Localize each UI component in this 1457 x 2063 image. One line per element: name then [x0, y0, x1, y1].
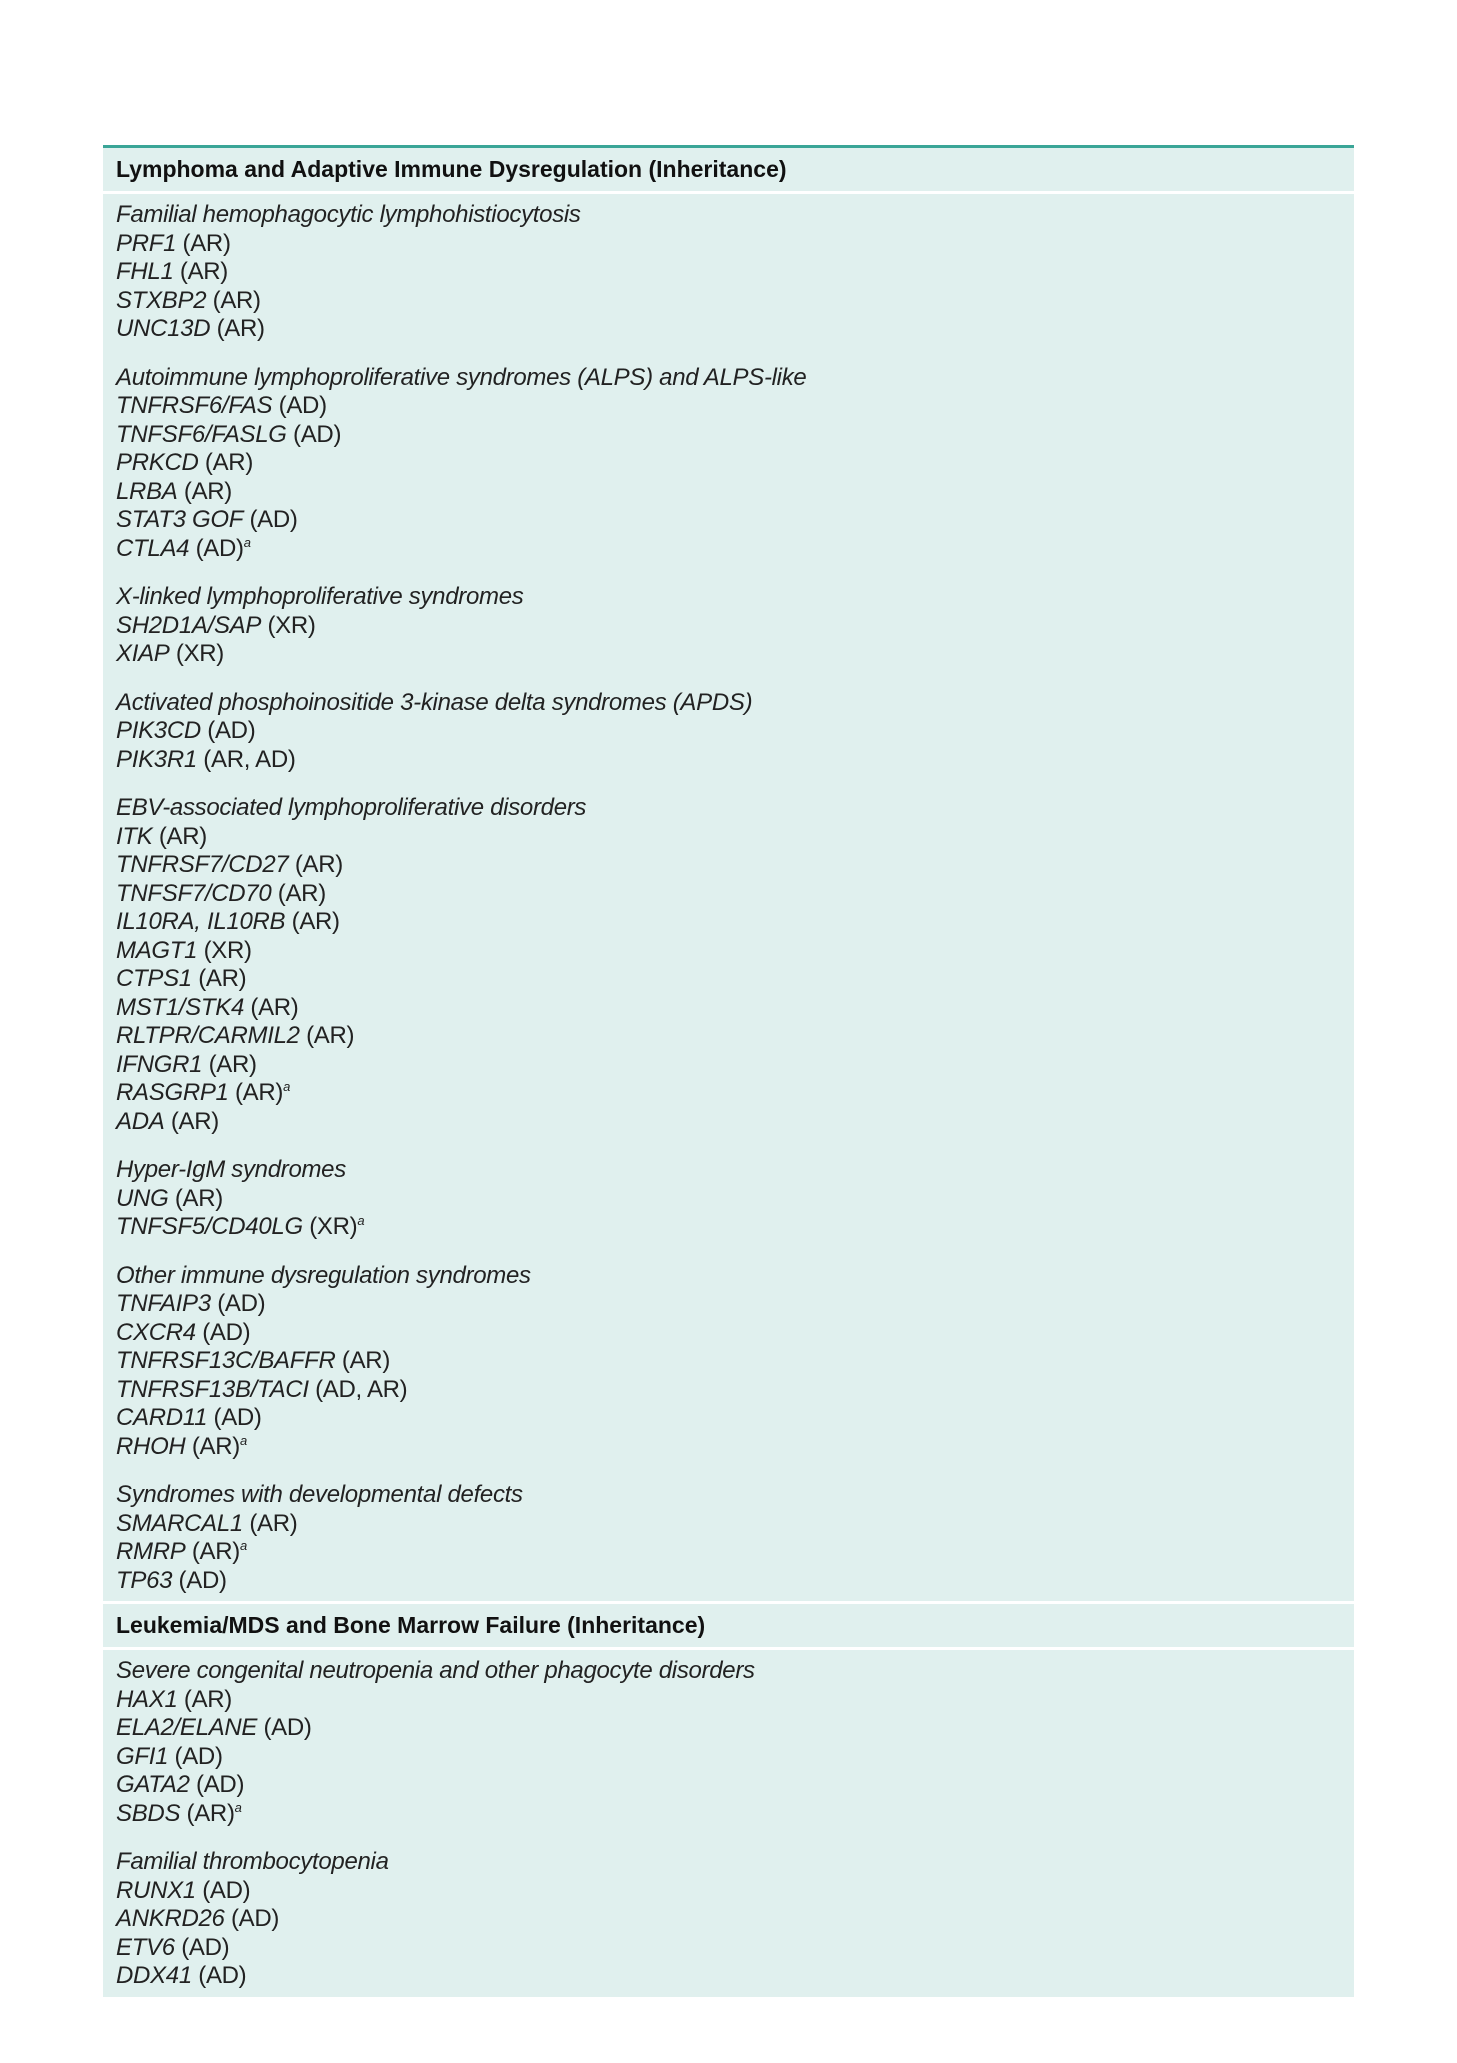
inheritance-mode: (AR): [204, 449, 254, 476]
gene-row: [116, 1962, 1341, 1991]
gene-row: [116, 535, 1341, 564]
gene-name: ITK: [116, 822, 153, 850]
gene-row: [116, 1376, 1341, 1405]
gene-row: [116, 1290, 1341, 1319]
gene-name: RLTPR/CARMIL2: [116, 1022, 300, 1049]
gene-name: HAX1: [116, 1685, 178, 1713]
gene-row: [116, 230, 1341, 259]
gene-row: [116, 908, 1341, 937]
footnote-marker: a: [239, 1432, 247, 1448]
inheritance-mode: (AD): [198, 1962, 247, 1989]
gene-name: UNC13D: [116, 315, 211, 342]
gene-name: GATA2: [116, 1771, 190, 1798]
section-body: [103, 194, 1354, 1604]
inheritance-mode: (AR): [277, 879, 326, 907]
footnote-marker: a: [283, 1079, 291, 1094]
group-title: Syndromes with developmental defects: [116, 1481, 523, 1508]
inheritance-mode: (XR): [175, 640, 224, 667]
gene-name: SMARCAL1: [116, 1509, 243, 1537]
inheritance-mode: (AR): [306, 1022, 355, 1049]
inheritance-mode: (AR): [174, 1184, 223, 1212]
gene-name: TNFRSF7/CD27: [116, 851, 289, 878]
gene-name: CTPS1: [116, 965, 192, 992]
gene-name: ELA2/ELANE: [116, 1714, 258, 1741]
inheritance-mode: (AD): [278, 392, 327, 419]
gene-name: TNFRSF13B/TACI: [116, 1375, 309, 1403]
inheritance-mode: (AD): [195, 534, 244, 562]
inheritance-mode: (AD): [202, 1876, 251, 1904]
gene-row: [116, 937, 1341, 966]
inheritance-mode: (AR): [191, 1432, 240, 1460]
gene-name: ETV6: [116, 1933, 175, 1961]
gene-row: [116, 1686, 1341, 1715]
gene-name: SBDS: [116, 1799, 181, 1827]
gene-name: IL10RA, IL10RB: [116, 908, 286, 935]
gene-name: TNFRSF13C/BAFFR: [116, 1347, 336, 1374]
gene-row: [116, 1108, 1341, 1137]
group-title: Familial thrombocytopenia: [116, 1848, 389, 1875]
inheritance-mode: (AD, AR): [315, 1375, 408, 1403]
inheritance-mode: (AD): [196, 1771, 245, 1798]
inheritance-mode: (AR, AD): [203, 745, 296, 773]
inheritance-mode: (AD): [263, 1714, 312, 1741]
gene-row: [116, 1079, 1341, 1108]
gene-row: [116, 1743, 1341, 1772]
inheritance-mode: (AD): [217, 1290, 266, 1317]
gene-row: [116, 287, 1341, 316]
gene-row: [116, 506, 1341, 535]
gene-row: [116, 1051, 1341, 1080]
gene-name: MAGT1: [116, 936, 198, 964]
inheritance-mode: (AR): [208, 1050, 257, 1078]
gene-row: [116, 258, 1341, 287]
gene-name: ADA: [116, 1107, 165, 1135]
group-title: Severe congenital neutropenia and other phagocyte disorders: [116, 1657, 755, 1684]
gene-row: [116, 1538, 1341, 1567]
group-title: Activated phosphoinositide 3-kinase delta syndromes (APDS): [116, 688, 753, 716]
gene-name: TP63: [116, 1566, 173, 1594]
gene-name: RUNX1: [116, 1876, 196, 1904]
gene-row: [116, 1567, 1341, 1596]
footnote-marker: a: [357, 1213, 365, 1228]
gene-name: RHOH: [116, 1432, 186, 1460]
inheritance-mode: (AR): [186, 1799, 235, 1827]
gene-name: TNFSF7/CD70: [116, 879, 272, 907]
gene-row: [116, 1714, 1341, 1743]
gene-name: RASGRP1: [116, 1079, 229, 1106]
inheritance-mode: (AD): [174, 1742, 223, 1770]
group-title: Hyper-IgM syndromes: [116, 1156, 346, 1183]
gene-name: PIK3R1: [116, 745, 197, 773]
group-title: EBV-associated lymphoproliferative disorders: [116, 794, 587, 821]
gene-row: [116, 880, 1341, 909]
genetic-syndromes-table: [103, 145, 1354, 2000]
syndrome-group: [116, 1156, 1341, 1242]
inheritance-mode: (AR): [183, 477, 232, 505]
gene-row: [116, 717, 1341, 746]
gene-name: MST1/STK4: [116, 993, 244, 1021]
gene-name: GFI1: [116, 1742, 169, 1770]
syndrome-group: [116, 1848, 1341, 1991]
syndrome-group: [116, 1481, 1341, 1595]
gene-name: STAT3 GOF: [116, 506, 244, 533]
inheritance-mode: (AR): [216, 315, 265, 342]
gene-row: [116, 1319, 1341, 1348]
section-heading: Lymphoma and Adaptive Immune Dysregulation (Inheritance): [103, 148, 1354, 194]
inheritance-mode: (AD): [213, 1404, 262, 1431]
section-heading: Leukemia/MDS and Bone Marrow Failure (Inheritance): [103, 1604, 1354, 1650]
inheritance-mode: (AR): [191, 1538, 240, 1565]
footnote-marker: a: [239, 1538, 247, 1553]
inheritance-mode: (AD): [293, 420, 342, 448]
group-title: Autoimmune lymphoproliferative syndromes (ALPS) and ALPS-like: [116, 363, 807, 391]
gene-row: [116, 823, 1341, 852]
gene-name: DDX41: [116, 1962, 192, 1989]
group-title: X-linked lymphoproliferative syndromes: [116, 583, 524, 610]
inheritance-mode: (AR): [250, 993, 299, 1021]
inheritance-mode: (AR): [182, 229, 231, 257]
gene-row: [116, 1771, 1341, 1800]
inheritance-mode: (AR): [158, 822, 207, 850]
gene-name: PRKCD: [116, 449, 199, 476]
gene-name: PIK3CD: [116, 717, 201, 744]
inheritance-mode: (AR): [291, 908, 340, 935]
gene-row: [116, 421, 1341, 450]
gene-row: [116, 994, 1341, 1023]
syndrome-group: [116, 1262, 1341, 1462]
gene-row: [116, 1800, 1341, 1829]
gene-row: [116, 640, 1341, 669]
inheritance-mode: (AR): [234, 1079, 284, 1106]
gene-name: TNFRSF6/FAS: [116, 392, 273, 419]
inheritance-mode: (AR): [294, 851, 343, 878]
gene-row: [116, 851, 1341, 880]
gene-row: [116, 449, 1341, 478]
inheritance-mode: (AR): [341, 1347, 391, 1374]
footnote-marker: a: [234, 1799, 242, 1815]
gene-row: [116, 1213, 1341, 1242]
gene-name: STXBP2: [116, 286, 207, 314]
gene-row: [116, 1433, 1341, 1462]
inheritance-mode: (AR): [170, 1107, 219, 1135]
gene-name: PRF1: [116, 229, 177, 257]
gene-name: CTLA4: [116, 534, 190, 562]
inheritance-mode: (AD): [202, 1318, 251, 1346]
inheritance-mode: (AR): [179, 258, 228, 285]
gene-row: [116, 1022, 1341, 1051]
gene-name: CARD11: [116, 1404, 208, 1431]
inheritance-mode: (AD): [249, 506, 298, 533]
section-body: [103, 1650, 1354, 2000]
gene-name: ANKRD26: [116, 1905, 225, 1932]
inheritance-mode: (XR): [309, 1213, 358, 1240]
gene-row: [116, 478, 1341, 507]
footnote-marker: a: [243, 534, 251, 550]
gene-row: [116, 1905, 1341, 1934]
gene-row: [116, 965, 1341, 994]
inheritance-mode: (AD): [181, 1933, 230, 1961]
inheritance-mode: (AD): [207, 717, 256, 744]
inheritance-mode: (XR): [267, 611, 316, 639]
inheritance-mode: (AR): [198, 965, 247, 992]
syndrome-group: [116, 201, 1341, 344]
gene-name: TNFSF6/FASLG: [116, 420, 287, 448]
inheritance-mode: (AD): [178, 1566, 227, 1594]
syndrome-group: [116, 794, 1341, 1136]
gene-row: [116, 746, 1341, 775]
syndrome-group: [116, 583, 1341, 669]
gene-row: [116, 1877, 1341, 1906]
gene-name: FHL1: [116, 258, 174, 285]
gene-name: UNG: [116, 1184, 169, 1212]
gene-row: [116, 1934, 1341, 1963]
gene-row: [116, 1185, 1341, 1214]
gene-row: [116, 315, 1341, 344]
inheritance-mode: (AD): [230, 1905, 280, 1932]
inheritance-mode: (AR): [212, 286, 261, 314]
gene-row: [116, 1510, 1341, 1539]
gene-row: [116, 1347, 1341, 1376]
gene-name: TNFAIP3: [116, 1290, 211, 1317]
gene-name: XIAP: [116, 640, 170, 667]
gene-row: [116, 612, 1341, 641]
inheritance-mode: (AR): [183, 1685, 232, 1713]
inheritance-mode: (XR): [203, 936, 252, 964]
syndrome-group: [116, 689, 1341, 775]
inheritance-mode: (AR): [249, 1509, 298, 1537]
gene-row: [116, 1404, 1341, 1433]
group-title: Familial hemophagocytic lymphohistiocytosis: [116, 201, 581, 228]
gene-name: IFNGR1: [116, 1050, 203, 1078]
syndrome-group: [116, 1657, 1341, 1828]
syndrome-group: [116, 364, 1341, 564]
gene-name: LRBA: [116, 477, 178, 505]
gene-name: TNFSF5/CD40LG: [116, 1213, 303, 1240]
gene-name: SH2D1A/SAP: [116, 611, 262, 639]
gene-name: CXCR4: [116, 1318, 196, 1346]
gene-name: RMRP: [116, 1538, 186, 1565]
group-title: Other immune dysregulation syndromes: [116, 1261, 531, 1289]
gene-row: [116, 392, 1341, 421]
